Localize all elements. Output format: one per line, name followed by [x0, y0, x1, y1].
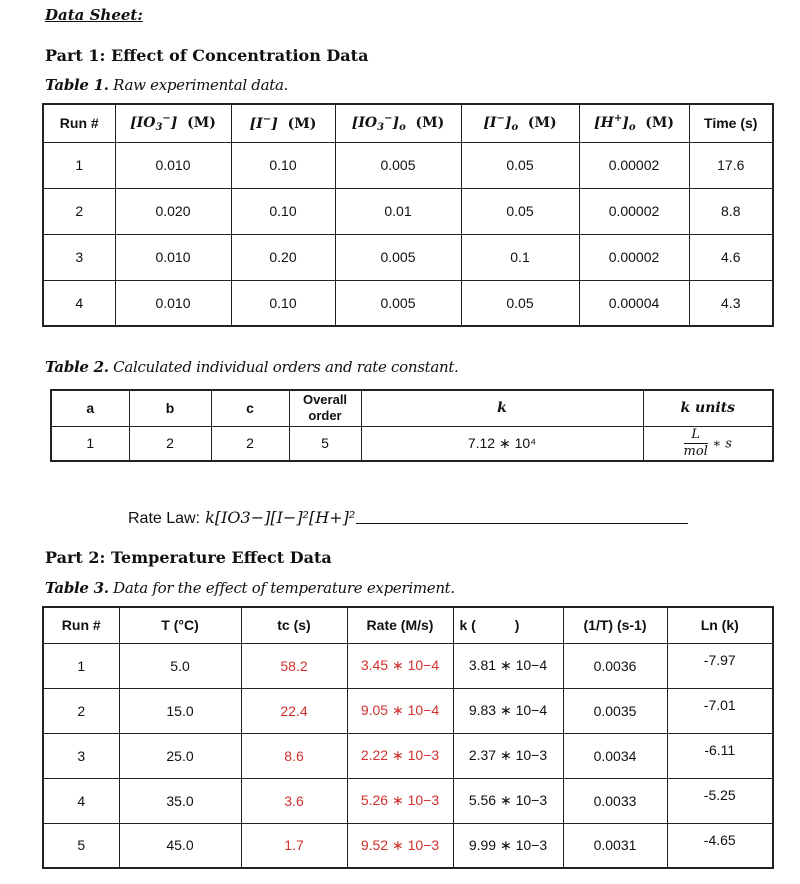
- t2-header-overall-order: Overall order: [289, 390, 361, 426]
- t1-cell-r2-c6: 0.00002: [579, 188, 689, 234]
- t3-cell-r3-c3: 8.6: [241, 733, 347, 778]
- table1-caption: [45, 76, 288, 94]
- t3-header-temp: T (°C): [119, 607, 241, 643]
- t3-cell-r3-c4: 2.22 ∗ 10−3: [347, 733, 453, 778]
- t1-cell-r2-c3: 0.10: [231, 188, 335, 234]
- t1-row-2: [43, 188, 773, 234]
- t3-cell-r5-c1: 5: [43, 823, 119, 868]
- t3-cell-r5-c3: 1.7: [241, 823, 347, 868]
- t1-header-time: Time (s): [689, 104, 773, 142]
- t2-cell-a: 1: [51, 426, 129, 461]
- t1-cell-r2-c7: 8.8: [689, 188, 773, 234]
- t1-header-io3o: $[IO_3^-]_o$ (M): [335, 104, 461, 142]
- t1-cell-r1-c1: 1: [43, 142, 115, 188]
- t3-cell-r4-c4: 5.26 ∗ 10−3: [347, 778, 453, 823]
- t1-cell-r4-c5: 0.05: [461, 280, 579, 326]
- t3-header-run: Run #: [43, 607, 119, 643]
- t3-header-inv-t: (1/T) (s-1): [563, 607, 667, 643]
- t3-cell-r2-c1: 2: [43, 688, 119, 733]
- t3-row-1: [43, 643, 773, 688]
- t1-cell-r4-c3: 0.10: [231, 280, 335, 326]
- t3-cell-r5-c7: -4.65: [667, 823, 773, 868]
- t3-cell-r5-c4: 9.52 ∗ 10−3: [347, 823, 453, 868]
- t1-cell-r4-c1: 4: [43, 280, 115, 326]
- t1-cell-r3-c2: 0.010: [115, 234, 231, 280]
- t2-cell-k: 7.12 ∗ 10⁴: [361, 426, 643, 461]
- t1-cell-r3-c1: 3: [43, 234, 115, 280]
- table2-caption-label: Table 2.: [45, 358, 109, 376]
- t3-cell-r4-c2: 35.0: [119, 778, 241, 823]
- rate-law-underline: [356, 523, 688, 524]
- t1-cell-r2-c2: 0.020: [115, 188, 231, 234]
- t1-cell-r4-c6: 0.00004: [579, 280, 689, 326]
- t1-row-3: [43, 234, 773, 280]
- t3-cell-r5-c2: 45.0: [119, 823, 241, 868]
- t1-cell-r3-c3: 0.20: [231, 234, 335, 280]
- t1-cell-r3-c7: 4.6: [689, 234, 773, 280]
- t3-row-5: [43, 823, 773, 868]
- t1-header-ho: $[H^+]_o$ (M): [579, 104, 689, 142]
- k-units-fraction: $\frac{L}{\text{mol}}$: [683, 426, 708, 459]
- t1-cell-r1-c2: 0.010: [115, 142, 231, 188]
- t1-cell-r3-c5: 0.1: [461, 234, 579, 280]
- t3-cell-r5-c5: 9.99 ∗ 10−3: [453, 823, 563, 868]
- t3-cell-r5-c6: 0.0031: [563, 823, 667, 868]
- table3: [42, 606, 774, 869]
- t1-header-i: [I−] (M): [231, 104, 335, 142]
- t1-cell-r1-c5: 0.05: [461, 142, 579, 188]
- t1-cell-r3-c4: 0.005: [335, 234, 461, 280]
- t1-row-1: [43, 142, 773, 188]
- t3-header-ln-k: Ln (k): [667, 607, 773, 643]
- t2-header-k-units: k units: [643, 390, 773, 426]
- t1-cell-r1-c4: 0.005: [335, 142, 461, 188]
- t1-header-run: Run #: [43, 104, 115, 142]
- t2-cell-overall-order: 5: [289, 426, 361, 461]
- t3-cell-r3-c7: -6.11: [667, 733, 773, 778]
- t1-cell-r4-c2: 0.010: [115, 280, 231, 326]
- t3-cell-r3-c5: 2.37 ∗ 10−3: [453, 733, 563, 778]
- t1-header-io: $[I^-]_o$ (M): [461, 104, 579, 142]
- t1-cell-r4-c4: 0.005: [335, 280, 461, 326]
- t3-cell-r2-c5: 9.83 ∗ 10−4: [453, 688, 563, 733]
- rate-law: [128, 508, 355, 528]
- t3-header-k: k ( ): [453, 607, 563, 643]
- t2-header-b: b: [129, 390, 211, 426]
- t3-header-tc: tc (s): [241, 607, 347, 643]
- table3-caption: [45, 579, 455, 597]
- t2-cell-b: 2: [129, 426, 211, 461]
- t3-header-rate: Rate (M/s): [347, 607, 453, 643]
- table3-caption-label: Table 3.: [45, 579, 109, 597]
- part1-heading: Part 1: Effect of Concentration Data: [45, 46, 369, 65]
- t3-row-4: [43, 778, 773, 823]
- t3-cell-r3-c1: 3: [43, 733, 119, 778]
- t3-cell-r4-c1: 4: [43, 778, 119, 823]
- t3-cell-r2-c4: 9.05 ∗ 10−4: [347, 688, 453, 733]
- table2: [50, 389, 774, 462]
- table1-caption-text: Raw experimental data.: [113, 76, 289, 94]
- t1-cell-r2-c4: 0.01: [335, 188, 461, 234]
- t3-cell-r2-c3: 22.4: [241, 688, 347, 733]
- t1-cell-r2-c1: 2: [43, 188, 115, 234]
- t3-cell-r4-c7: -5.25: [667, 778, 773, 823]
- t3-cell-r2-c7: -7.01: [667, 688, 773, 733]
- t1-header-io3: $[IO_3^-]$ (M): [115, 104, 231, 142]
- t1-cell-r1-c3: 0.10: [231, 142, 335, 188]
- t3-cell-r3-c6: 0.0034: [563, 733, 667, 778]
- t3-cell-r4-c3: 3.6: [241, 778, 347, 823]
- table3-caption-text: Data for the effect of temperature experiment.: [113, 579, 455, 597]
- t2-cell-c: 2: [211, 426, 289, 461]
- table2-caption: [45, 358, 459, 376]
- t2-header-k: k: [361, 390, 643, 426]
- t1-cell-r4-c7: 4.3: [689, 280, 773, 326]
- t3-cell-r4-c5: 5.56 ∗ 10−3: [453, 778, 563, 823]
- t3-cell-r2-c6: 0.0035: [563, 688, 667, 733]
- t3-cell-r4-c6: 0.0033: [563, 778, 667, 823]
- t3-cell-r1-c6: 0.0036: [563, 643, 667, 688]
- t2-header-c: c: [211, 390, 289, 426]
- t3-cell-r3-c2: 25.0: [119, 733, 241, 778]
- rate-law-expression: k[IO3−][I−]²[H+]²: [205, 508, 356, 527]
- table1-caption-label: Table 1.: [45, 76, 109, 94]
- t3-cell-r2-c2: 15.0: [119, 688, 241, 733]
- t1-cell-r3-c6: 0.00002: [579, 234, 689, 280]
- t3-cell-r1-c5: 3.81 ∗ 10−4: [453, 643, 563, 688]
- t3-row-2: [43, 688, 773, 733]
- t3-cell-r1-c3: 58.2: [241, 643, 347, 688]
- t2-cell-k-units: [643, 426, 773, 461]
- t3-cell-r1-c4: 3.45 ∗ 10−4: [347, 643, 453, 688]
- table1: [42, 103, 774, 327]
- t3-cell-r1-c7: -7.97: [667, 643, 773, 688]
- table2-caption-text: Calculated individual orders and rate constant.: [113, 358, 459, 376]
- k-units-suffix: ∗ s: [712, 436, 732, 451]
- sheet-title: Data Sheet:: [45, 6, 143, 24]
- rate-law-label: Rate Law:: [128, 510, 201, 527]
- t1-cell-r1-c7: 17.6: [689, 142, 773, 188]
- t1-cell-r1-c6: 0.00002: [579, 142, 689, 188]
- t3-cell-r1-c2: 5.0: [119, 643, 241, 688]
- t3-cell-r1-c1: 1: [43, 643, 119, 688]
- t1-row-4: [43, 280, 773, 326]
- t3-row-3: [43, 733, 773, 778]
- t2-header-a: a: [51, 390, 129, 426]
- part2-heading: Part 2: Temperature Effect Data: [45, 548, 332, 567]
- t1-cell-r2-c5: 0.05: [461, 188, 579, 234]
